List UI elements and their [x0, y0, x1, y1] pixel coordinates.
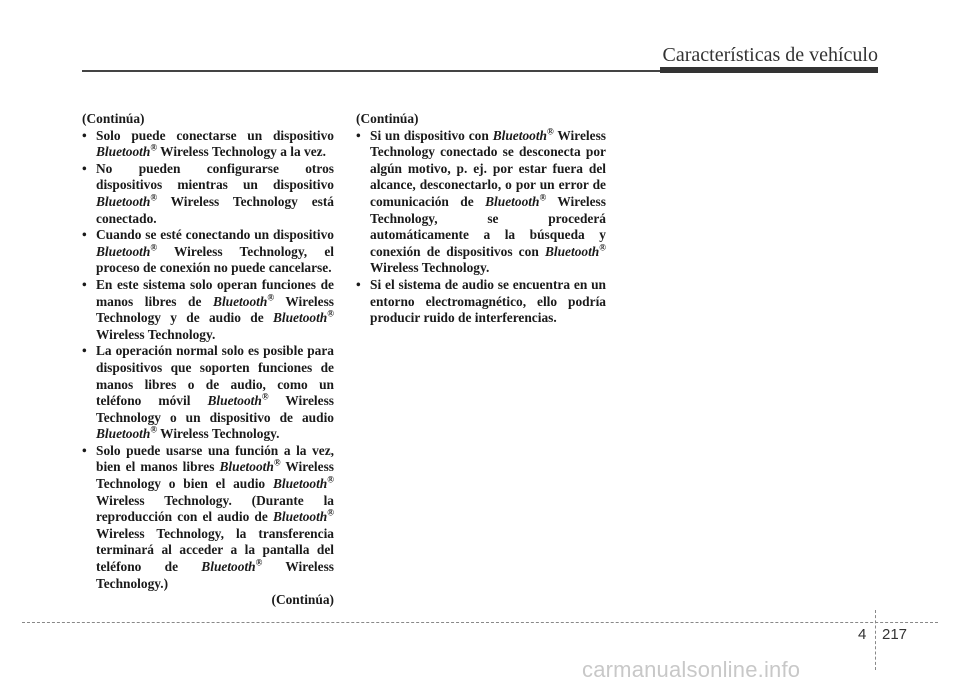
- registered-mark: ®: [150, 424, 158, 435]
- bluetooth-trademark: Bluetooth®: [219, 458, 281, 475]
- bluetooth-trademark: Bluetooth®: [492, 126, 554, 143]
- bluetooth-trademark: Bluetooth®: [272, 507, 334, 525]
- bluetooth-trademark: Bluetooth®: [272, 308, 334, 326]
- bluetooth-trademark: Bluetooth®: [96, 424, 158, 442]
- registered-mark: ®: [150, 142, 158, 153]
- page-number: 217: [882, 626, 908, 643]
- registered-mark: ®: [327, 507, 334, 518]
- bluetooth-trademark: Bluetooth®: [544, 242, 606, 259]
- left-column: [82, 111, 334, 609]
- registered-mark: ®: [150, 192, 158, 203]
- registered-mark: ®: [327, 474, 334, 485]
- bluetooth-trademark: Bluetooth®: [207, 391, 269, 409]
- registered-mark: ®: [547, 126, 554, 137]
- bullet-item: • Si el sistema de audio se encuentra en un entorno electromagnético, ello podría producir ruido de interferencias.: [356, 277, 606, 327]
- registered-mark: ®: [539, 192, 547, 203]
- bullet-item: • No pueden configurarse otros dispositivos mientras un dispositivo Bluetooth® Wireless Technology está conectado.: [82, 161, 334, 227]
- registered-mark: ®: [327, 308, 334, 319]
- footer-dashed-rule: [22, 622, 938, 623]
- right-bullet-list: [356, 128, 606, 327]
- registered-mark: ®: [255, 557, 263, 568]
- bullet-item: • En este sistema solo operan funciones de manos libres de Bluetooth® Wireless Technology y de audio de Bluetooth® Wireless Technology.: [82, 277, 334, 343]
- registered-mark: ®: [599, 242, 606, 253]
- chapter-number: 4: [858, 626, 867, 643]
- registered-mark: ®: [267, 292, 275, 303]
- bullet-item: • Solo puede usarse una función a la vez, bien el manos libres Bluetooth® Wireless Technology o bien el audio Bluetooth® Wireless Technology. (Durante la reproducción con el audio de Bluetooth® Wireless Technology, la transferencia terminará al acceder a la pantalla del teléfono de Bluetooth® Wireless Technology.): [82, 443, 334, 592]
- continues-label: (Continúa): [82, 111, 145, 126]
- bluetooth-trademark: Bluetooth®: [96, 242, 158, 259]
- registered-mark: ®: [273, 458, 281, 468]
- continues-end-label: (Continúa): [271, 592, 334, 608]
- bullet-item: • La operación normal solo es posible para dispositivos que soporten funciones de manos libres o de audio, como un teléfono móvil Bluetooth® Wireless Technology o un dispositivo de audio Bluetooth® Wireless Technology.: [82, 343, 334, 443]
- footer-vertical-dash: [875, 610, 876, 670]
- bluetooth-trademark: Bluetooth®: [96, 192, 158, 209]
- bullet-item: • Solo puede conectarse un dispositivo Bluetooth® Wireless Technology a la vez.: [82, 128, 334, 161]
- bluetooth-trademark: Bluetooth®: [201, 557, 263, 575]
- registered-mark: ®: [150, 242, 158, 253]
- bullet-item: • Cuando se esté conectando un dispositivo Bluetooth® Wireless Technology, el proceso de conexión no puede cancelarse.: [82, 227, 334, 277]
- bluetooth-trademark: Bluetooth®: [96, 142, 158, 160]
- bluetooth-trademark: Bluetooth®: [272, 474, 334, 492]
- right-column: [356, 111, 606, 327]
- continues-label: (Continúa): [356, 111, 419, 126]
- left-bullet-list: [82, 128, 334, 593]
- header-title: Características de vehículo: [662, 44, 878, 66]
- registered-mark: ®: [261, 391, 269, 402]
- bluetooth-trademark: Bluetooth®: [213, 292, 275, 309]
- bluetooth-trademark: Bluetooth®: [485, 192, 547, 209]
- watermark-text: carmanualsonline.info: [582, 657, 801, 682]
- bullet-item: • Si un dispositivo con Bluetooth® Wireless Technology conectado se desconecta por algún motivo, p. ej. por estar fuera del alcance, desconectarlo, o por un error de comunicación de Bluetooth® Wireless Technology, se procederá automáticamente a la búsqueda y conexión de dispositivos con Bluetooth® Wireless Technology.: [356, 128, 606, 277]
- header-rule-thick: [660, 67, 878, 73]
